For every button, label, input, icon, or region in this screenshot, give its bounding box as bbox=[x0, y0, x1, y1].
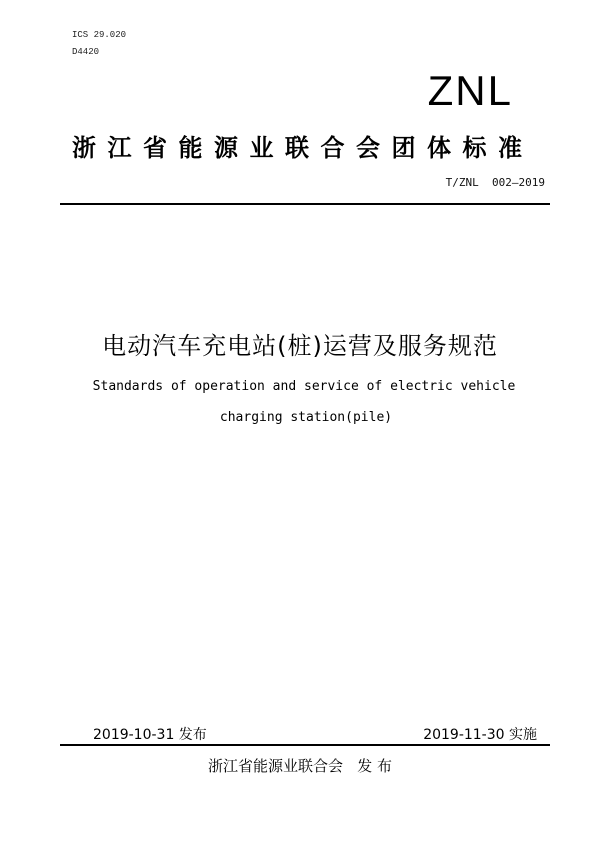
implementation-date: 2019-11-30 实施 bbox=[423, 727, 537, 743]
document-title-english-line-2: charging station(pile) bbox=[219, 410, 393, 425]
document-title-chinese: 电动汽车充电站(桩)运营及服务规范 bbox=[102, 332, 498, 360]
ccs-code: D4420 bbox=[72, 47, 100, 57]
issuer-standard-title: 浙江省能源业联合会团体标准 bbox=[72, 134, 534, 162]
ics-code: ICS 29.020 bbox=[72, 30, 127, 40]
standard-number: T/ZNL 002—2019 bbox=[445, 176, 545, 189]
organization-mark: ZNL bbox=[427, 67, 513, 114]
publisher: 浙江省能源业联合会 发 布 bbox=[207, 757, 393, 775]
header-divider bbox=[60, 203, 550, 205]
issue-date: 2019-10-31 发布 bbox=[93, 727, 207, 743]
footer-divider bbox=[60, 744, 550, 746]
document-title-english-line-1: Standards of operation and service of electric vehicle bbox=[92, 379, 516, 394]
